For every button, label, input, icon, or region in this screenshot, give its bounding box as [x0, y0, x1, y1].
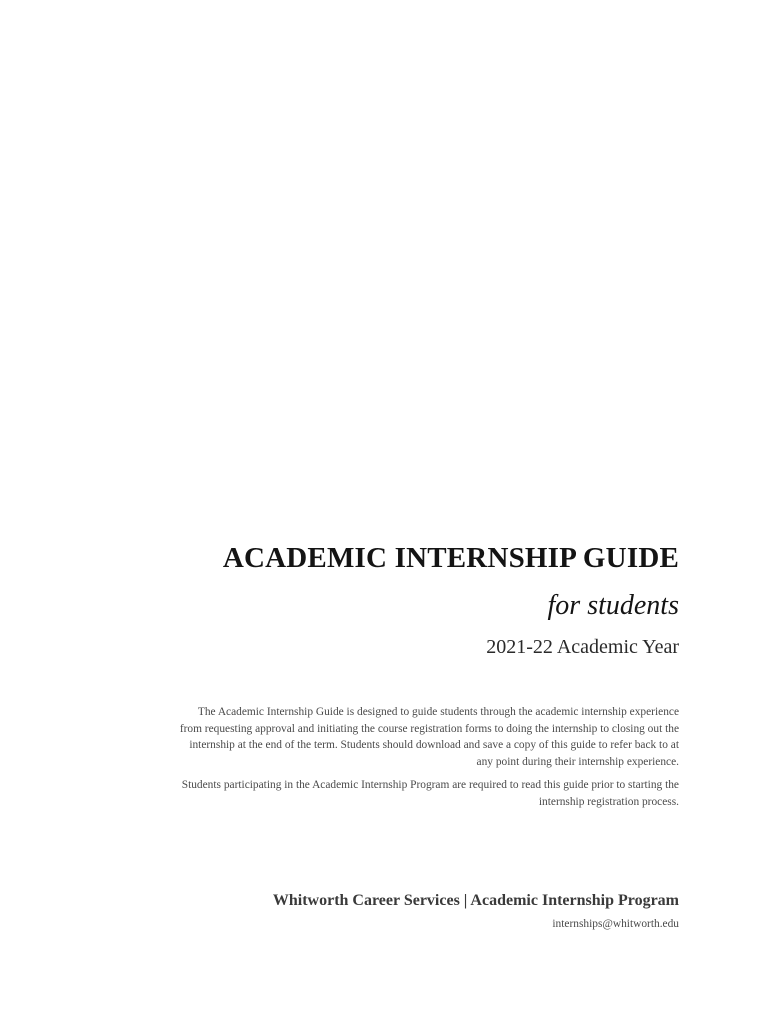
academic-year: 2021-22 Academic Year	[486, 636, 679, 658]
document-subtitle: for students	[547, 590, 679, 621]
footer-email: internships@whitworth.edu	[552, 918, 679, 930]
footer-organization: Whitworth Career Services | Academic Internship Program	[272, 892, 679, 909]
intro-paragraph: The Academic Internship Guide is designed to guide students through the academic internship experience from requesting approval and initiating the course registration forms to doing the internship to closing out the internship at the end of the term. Students should download and save a copy of this guide to refer back to at any point during their internship experience.	[179, 706, 679, 768]
document-title: ACADEMIC INTERNSHIP GUIDE	[222, 542, 679, 574]
title-block	[119, 541, 679, 659]
notice-paragraph: Students participating in the Academic Internship Program are required to read this guide prior to starting the internship registration process.	[181, 779, 679, 808]
